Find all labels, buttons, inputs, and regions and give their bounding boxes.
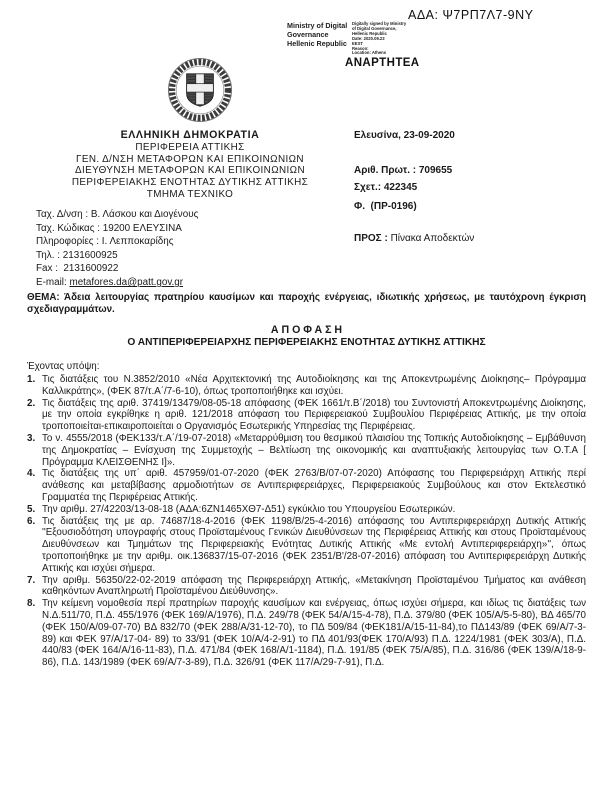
anartitea-stamp: ΑΝΑΡΤΗΤΕΑ xyxy=(345,57,420,69)
subject-paragraph xyxy=(27,292,586,316)
considering-item xyxy=(27,468,586,503)
agency-header-line: ΠΕΡΙΦΕΡΕΙΑ ΑΤΤΙΚΗΣ xyxy=(135,142,245,153)
related-number: Σχετ.: 422345 xyxy=(354,182,418,193)
considering-intro: Έχοντας υπόψη: xyxy=(27,361,100,373)
item-text: Το ν. 4555/2018 (ΦΕΚ133/τ.Α΄/19-07-2018) «Μεταρρύθμιση του θεσμικού πλαισίου της Τοπικής Αυτοδιοίκησης – Εμβάθυνση της Δημοκρατίας – Ενίσχυση της Συμμετοχής – Βελτίωση της οικονομικής και αναπτυξιακής λειτουργίας των Ο.Τ.Α [ Πρόγραμμα ΚΛΕΙΣΘΕΝΗΣ Ι]». xyxy=(42,432,586,468)
decision-subtitle: Ο ΑΝΤΙΠΕΡΙΦΕΡΕΙΑΡΧΗΣ ΠΕΡΙΦΕΡΕΙΑΚΗΣ ΕΝΟΤΗΤΑΣ ΔΥΤΙΚΗΣ ΑΤΤΙΚΗΣ xyxy=(127,337,486,349)
recipient-value: Πίνακα Αποδεκτών xyxy=(390,233,475,244)
item-number: 6. xyxy=(27,515,36,527)
item-text: Τις διατάξεις της υπ΄ αριθ. 457959/01-07-2020 (ΦΕΚ 2763/Β/07-07-2020) Απόφασης του Περιφερειάρχη Αττικής περί ανάθεσης και μεταβίβασης αρμοδιοτήτων σε Αντιπεριφερειάρχες, Περιφερειακούς Συμβούλους και στον Εκτελεστικό Γραμματέα της Περιφέρειας Αττικής. xyxy=(42,468,586,503)
item-number: 4. xyxy=(27,468,36,480)
considering-item xyxy=(27,598,586,669)
agency-header-line: ΔΙΕΥΘΥΝΣΗ ΜΕΤΑΦΟΡΩΝ ΚΑΙ ΕΠΙΚΟΙΝΩΝΙΩΝ xyxy=(75,165,305,177)
item-number: 1. xyxy=(27,373,36,385)
email-link[interactable]: metafores.da@patt.gov.gr xyxy=(69,276,184,288)
item-number: 8. xyxy=(27,598,36,610)
signature-detail-line: Location: Athens xyxy=(352,50,387,56)
ada-code: ΑΔΑ: Ψ7ΡΠ7Λ7-9ΝΥ xyxy=(408,8,534,22)
contact-row: Fax : 2131600922 xyxy=(36,263,119,275)
item-text: Την αριθμ. 27/42203/13-08-18 (ΑΔΑ:6ΖΝ1465ΧΘ7-Δ51) εγκύκλιο του Υπουργείου Εσωτερικών. xyxy=(42,503,456,515)
item-text: Τις διατάξεις της αριθ. 37419/13479/08-05-18 απόφασης (ΦΕΚ 1661/τ.Β΄/2018) του Συντονιστή Αποκεντρωμένης Διοίκησης, με την οποία εγκρίθηκε η αριθ. 121/2018 απόφαση του Περιφερειακού Συμβουλίου Περιφέρειας Αττικής, με την οποία τροποποιείται-επικαιροποιείται ο Οργανισμός Εσωτερικής Υπηρεσίας της Περιφέρειας. xyxy=(42,397,586,433)
agency-header-line: ΠΕΡΙΦΕΡΕΙΑΚΗΣ ΕΝΟΤΗΤΑΣ ΔΥΤΙΚΗΣ ΑΤΤΙΚΗΣ xyxy=(71,177,309,189)
email-label: E-mail: xyxy=(36,276,70,288)
signature-detail-line: of Digital Governance, xyxy=(352,25,397,31)
signature-detail-line: Hellenic Republic xyxy=(352,30,387,36)
item-text: Την αριθμ. 56350/22-02-2019 απόφαση της Περιφερειάρχη Αττικής, «Μετακίνηση Προϊσταμένου Τμήματος και ανάθεση καθηκόντων Αναπληρωτή Προϊσταμένου Διεύθυνσης». xyxy=(42,574,586,598)
considering-list xyxy=(27,374,586,669)
signature-detail-line: EEST xyxy=(352,40,363,46)
item-text: Τις διατάξεις της με αρ. 74687/18-4-2016 (ΦΕΚ 1198/Β/25-4-2016) απόφασης του Αντιπεριφερειάρχη Δυτικής Αττικής ''Εξουσιοδότηση υπογραφής στους Προϊσταμένους Γενικών Διευθύνσεων της Περιφέρειας Αττικής και στους Προϊσταμένους Διευθύνσεων και Τμημάτων της Περιφερειακής Ενότητας Δυτικής Αττικής «Με εντολή Αντιπεριφερειάρχη»'', όπως τροποποιήθηκε με την αριθμ. οικ.136837/15-07-2016 (ΦΕΚ 2351/Β'/28-07-2016) απόφαση του Αντιπεριφερειάρχη Δυτικής Αττικής και ισχύει σήμερα. xyxy=(42,515,586,574)
decision-title: Α Π Ο Φ Α Σ Η xyxy=(270,323,343,336)
considering-item xyxy=(27,504,586,516)
signature-org-line: Ministry of Digital xyxy=(287,21,348,30)
agency-title: ΕΛΛΗΝΙΚΗ ΔΗΜΟΚΡΑΤΙΑ xyxy=(120,129,260,141)
considering-item xyxy=(27,433,586,468)
item-number: 2. xyxy=(27,397,36,409)
document-body xyxy=(27,292,586,669)
protocol-number: Αριθ. Πρωτ. : 709655 xyxy=(354,165,453,176)
subject-label: ΘΕΜΑ: xyxy=(27,292,65,303)
signature-detail-line: Digitally signed by Ministry xyxy=(352,21,407,26)
digital-signature-org xyxy=(287,21,351,48)
signature-org-line: Governance xyxy=(287,30,329,39)
agency-header xyxy=(28,129,352,201)
item-text: Την κείμενη νομοθεσία περί πρατηρίων παροχής καυσίμων και ενέργειας, όπως ισχύει σήμερα, και ιδίως τις διατάξεις των Ν.Δ.511/70, Π.Δ. 455/1976 (ΦΕΚ 169/Α/1976), Π.Δ. 249/78 (ΦΕΚ 54/Α/15-4-78), Π.Δ. 379/80 (ΦΕΚ 105/Α/5-5-80), ΒΔ 465/70 (ΦΕΚ 150/Α/09-07-70) ΒΔ 832/70 (ΦΕΚ 288/Α/31-12-70), το ΠΔ 509/84 (ΦΕΚ181/Α/15-11-84),το ΠΔ143/89 (ΦΕΚ 69/Α/7-3-89) και ΦΕΚ 97/Α/17-04- 89) το 33/91 (ΦΕΚ 10/Α/4-2-91) το ΠΔ 401/93(ΦΕΚ 170/Α/93) Π.Δ. 1224/1981 (ΦΕΚ 303/Α), Π.Δ. 440/83 (ΦΕΚ 164/Α/16-11-83), Π.Δ. 471/84 (ΦΕΚ 168/Α/1-1184), Π.Δ. 191/85 (ΦΕΚ 75/Α/85), Π.Δ. 316/86 (ΦΕΚ 139/Α/18-9-86), Π.Δ. 143/1989 (ΦΕΚ 69/Α/7-3-89), Π.Δ. 326/91 (ΦΕΚ 117/Α/29-7-91), Π.Δ. xyxy=(42,598,586,669)
subject-text: Άδεια λειτουργίας πρατηρίου καυσίμων και παροχής ενέργειας, ιδιωτικής χρήσεως, με ταυτόχρονη έγκριση σχεδιαγραμμάτων. xyxy=(27,292,587,315)
agency-header-line: ΤΜΗΜΑ ΤΕΧΝΙΚΟ xyxy=(146,188,234,200)
considering-item xyxy=(27,575,586,599)
signature-detail-line: Reason: xyxy=(352,45,369,51)
place-date: Ελευσίνα, 23-09-2020 xyxy=(354,130,455,141)
email-row xyxy=(36,276,198,290)
recipient-row xyxy=(354,233,474,244)
agency-header-lines xyxy=(28,142,352,201)
contact-row: Ταχ. Δ/νση : Β. Λάσκου και Διογένους xyxy=(36,209,199,220)
item-number: 3. xyxy=(27,432,36,444)
protocol-block xyxy=(354,130,474,244)
digital-signature-details xyxy=(352,22,424,56)
recipient-label: ΠΡΟΣ : xyxy=(354,233,391,244)
considering-item xyxy=(27,398,586,433)
signature-org-line: Hellenic Republic xyxy=(287,39,347,48)
contact-row: Πληροφορίες : Ι. Λεπποκαρίδης xyxy=(36,236,174,248)
considering-item xyxy=(27,374,586,398)
contact-rows xyxy=(36,208,198,276)
contact-row: Ταχ. Κώδικας : 19200 ΕΛΕΥΣΙΝΑ xyxy=(36,222,182,234)
file-reference: Φ. (ΠΡ-0196) xyxy=(354,201,417,212)
considering-item xyxy=(27,516,586,575)
hellenic-coat-of-arms-icon xyxy=(162,55,238,125)
signature-detail-line: Date: 2020.09.23 xyxy=(352,35,385,41)
agency-header-line: ΓΕΝ. Δ/ΝΣΗ ΜΕΤΑΦΟΡΩΝ ΚΑΙ ΕΠΙΚΟΙΝΩΝΙΩΝ xyxy=(76,153,304,165)
item-number: 5. xyxy=(27,503,36,515)
item-text: Τις διατάξεις του Ν.3852/2010 «Νέα Αρχιτεκτονική της Αυτοδιοίκησης και της Αποκεντρωμένης Διοίκησης– Πρόγραμμα Καλλικράτης», (ΦΕΚ 87/τ.Α΄/7-6-10), όπως τροποποιήθηκε και ισχύει. xyxy=(42,373,586,397)
contact-block xyxy=(36,208,198,290)
item-number: 7. xyxy=(27,574,36,586)
contact-row: Τηλ. : 2131600925 xyxy=(36,249,118,261)
